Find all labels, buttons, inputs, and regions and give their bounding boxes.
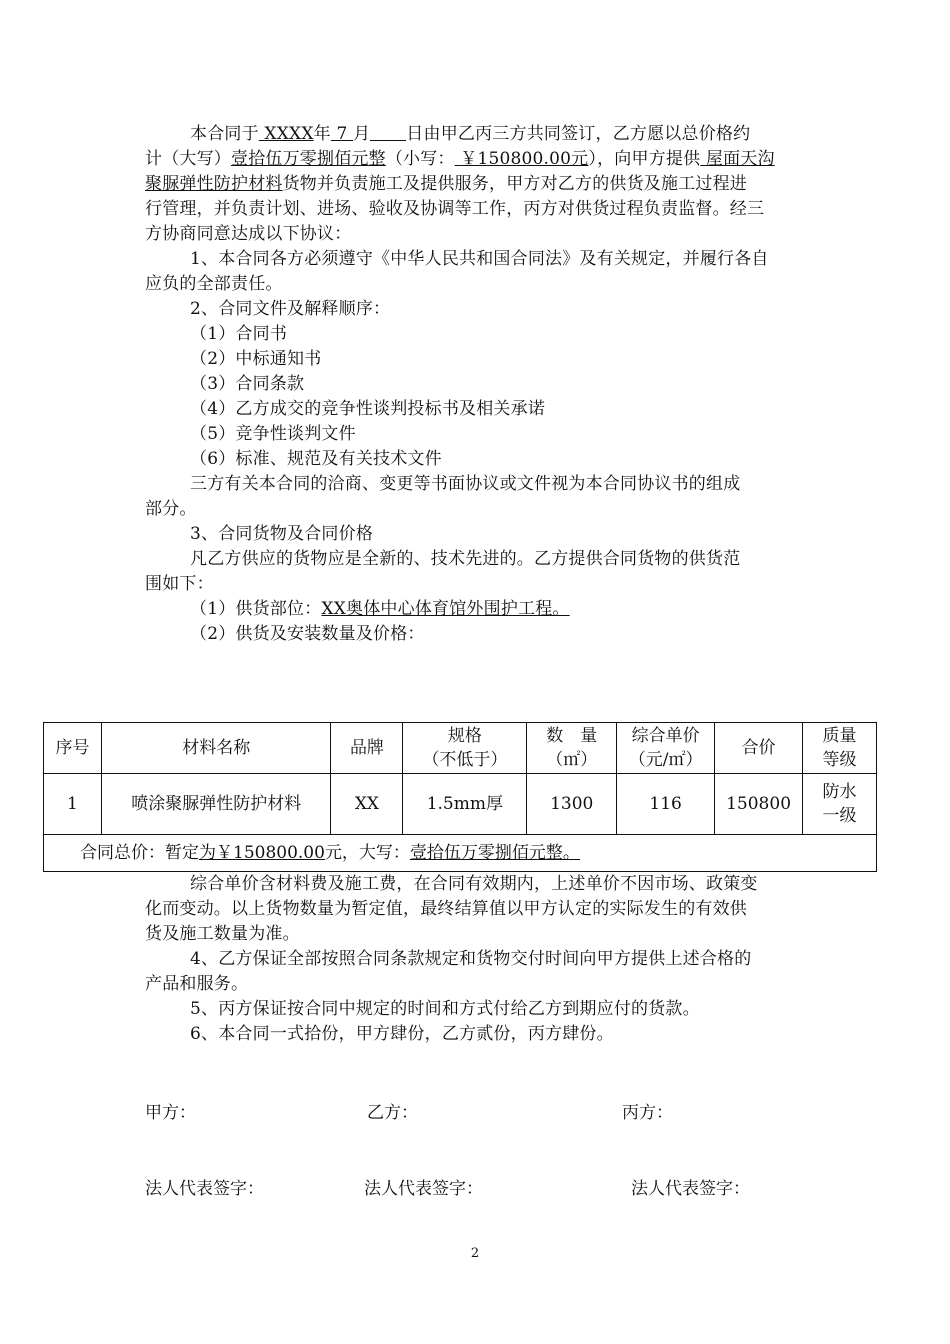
header-price-line: 综合单价: [631, 726, 700, 746]
clause-2-item: （5）竞争性谈判文件: [190, 424, 356, 444]
intro-text: ），向甲方提供: [588, 149, 701, 169]
total-label: 合同总价：暂定: [80, 843, 199, 863]
month-value: 7: [336, 124, 348, 144]
total-amount-upper: 壹拾伍万零捌佰元整。: [409, 843, 580, 863]
clause-2-item: （2）中标通知书: [190, 349, 322, 369]
grade-line: 防水: [822, 782, 857, 802]
header-qty: [527, 723, 617, 774]
rep-c-signature-label: 法人代表签字：: [631, 1179, 750, 1199]
clause-3-line-2: 围如下：: [145, 574, 214, 594]
intro-line-3: [145, 172, 810, 197]
header-price-line: （元/㎡）: [628, 750, 703, 770]
clause-1-line-2: 应负的全部责任。: [145, 274, 283, 294]
header-spec-line: 规格: [447, 726, 482, 746]
header-qty-line: （㎡）: [546, 750, 598, 770]
clause-1-line-1: 1、本合同各方必须遵守《中华人民共和国合同法》及有关规定，并履行各自: [190, 249, 769, 269]
clause-3-line-1: 凡乙方供应的货物应是全新的、技术先进的。乙方提供合同货物的供货范: [190, 549, 741, 569]
rep-b-signature-label: 法人代表签字：: [364, 1179, 483, 1199]
header-grade-line: 等级: [822, 750, 857, 770]
header-grade: [803, 723, 877, 774]
total-label: 元，大写：: [324, 843, 410, 863]
header-spec: [403, 723, 527, 774]
amount-lower: [455, 149, 589, 169]
header-spec-line: （不低于）: [422, 750, 508, 770]
cell-qty: 1300: [527, 774, 617, 835]
cell-grade: [803, 774, 877, 835]
clause-3-item-2: （2）供货及安装数量及价格：: [190, 624, 425, 644]
table-header-row: [44, 723, 877, 774]
clause-2-item: （1）合同书: [190, 324, 288, 344]
grade-line: 一级: [822, 806, 857, 826]
total-amount: 为￥150800.00: [199, 843, 325, 863]
clause-6: 6、本合同一式拾份，甲方肆份，乙方贰份，丙方肆份。: [190, 1024, 614, 1044]
contract-body-continued: [145, 872, 810, 1047]
amount-lower-value: ￥150800.00元: [460, 149, 589, 169]
year-value: XXXX: [264, 124, 314, 144]
header-total: 合价: [715, 723, 803, 774]
intro-text: 年: [313, 124, 331, 144]
clause-2-item: （3）合同条款: [190, 374, 305, 394]
header-grade-line: 质量: [822, 726, 857, 746]
cell-spec: 1.5mm厚: [403, 774, 527, 835]
price-note-line-1: 综合单价含材料费及施工费，在合同有效期内，上述单价不因市场、政策变: [190, 874, 758, 894]
table-total-row: [44, 835, 877, 872]
cell-price: 116: [617, 774, 715, 835]
table-row: [44, 774, 877, 835]
contract-body: [145, 122, 810, 647]
party-b-label: 乙方：: [367, 1103, 418, 1123]
product-name-part1: [700, 149, 774, 169]
rep-a-signature-label: 法人代表签字：: [145, 1179, 264, 1199]
clause-3-item-1: [145, 597, 810, 622]
intro-line-5: 方协商同意达成以下协议：: [145, 224, 352, 244]
product-text: 屋面天沟: [705, 149, 775, 169]
contract-total-cell: [44, 835, 877, 872]
price-note-line-2: 化而变动。以上货物数量为暂定值，最终结算值以甲方认定的实际发生的有效供: [145, 899, 747, 919]
supply-location: XX奥体中心体育馆外围护工程。: [321, 599, 570, 619]
party-c-label: 丙方：: [622, 1103, 673, 1123]
intro-text: 月: [353, 124, 371, 144]
contract-month: [331, 124, 353, 144]
header-brand: 品牌: [331, 723, 403, 774]
amount-upper: 壹拾伍万零捌佰元整: [231, 149, 386, 169]
page-number: 2: [470, 1246, 480, 1261]
header-qty-line: 数 量: [546, 726, 598, 746]
intro-text: （小写：: [385, 149, 455, 169]
product-name-part2: 聚脲弹性防护材料: [145, 174, 283, 194]
header-name: 材料名称: [101, 723, 331, 774]
intro-line-1: [145, 122, 810, 147]
clause-2-item: （6）标准、规范及有关技术文件: [190, 449, 442, 469]
intro-text: 计（大写）: [145, 149, 231, 169]
clause-2-note-line-2: 部分。: [145, 499, 197, 519]
cell-name: 喷涂聚脲弹性防护材料: [101, 774, 331, 835]
price-note-line-3: 货及施工数量为准。: [145, 924, 300, 944]
clause-4-line-1: 4、乙方保证全部按照合同条款规定和货物交付时间向甲方提供上述合格的: [190, 949, 752, 969]
contract-year: [259, 124, 314, 144]
clause-2-heading: 2、合同文件及解释顺序：: [190, 299, 391, 319]
cell-brand: XX: [331, 774, 403, 835]
party-a-label: 甲方：: [145, 1103, 196, 1123]
cell-no: 1: [44, 774, 102, 835]
header-price: [617, 723, 715, 774]
clause-2-note-line-1: 三方有关本合同的洽商、变更等书面协议或文件视为本合同协议书的组成: [190, 474, 741, 494]
cell-total: 150800: [715, 774, 803, 835]
clause-3-heading: 3、合同货物及合同价格: [190, 524, 374, 544]
item-label: （1）供货部位：: [190, 599, 322, 619]
intro-line-2: [145, 147, 810, 172]
goods-price-table: [43, 722, 877, 872]
day-blank: [370, 123, 406, 141]
clause-4-line-2: 产品和服务。: [145, 974, 249, 994]
intro-text: 货物并负责施工及提供服务，甲方对乙方的供货及施工过程进: [282, 174, 748, 194]
header-no: 序号: [44, 723, 102, 774]
clause-5: 5、丙方保证按合同中规定的时间和方式付给乙方到期应付的货款。: [190, 999, 700, 1019]
intro-text: 本合同于: [190, 124, 259, 144]
intro-line-4: 行管理，并负责计划、进场、验收及协调等工作，丙方对供货过程负责监督。经三: [145, 199, 765, 219]
intro-text: 日由甲乙丙三方共同签订，乙方愿以总价格约: [406, 124, 751, 144]
clause-2-item: （4）乙方成交的竞争性谈判投标书及相关承诺: [190, 399, 546, 419]
